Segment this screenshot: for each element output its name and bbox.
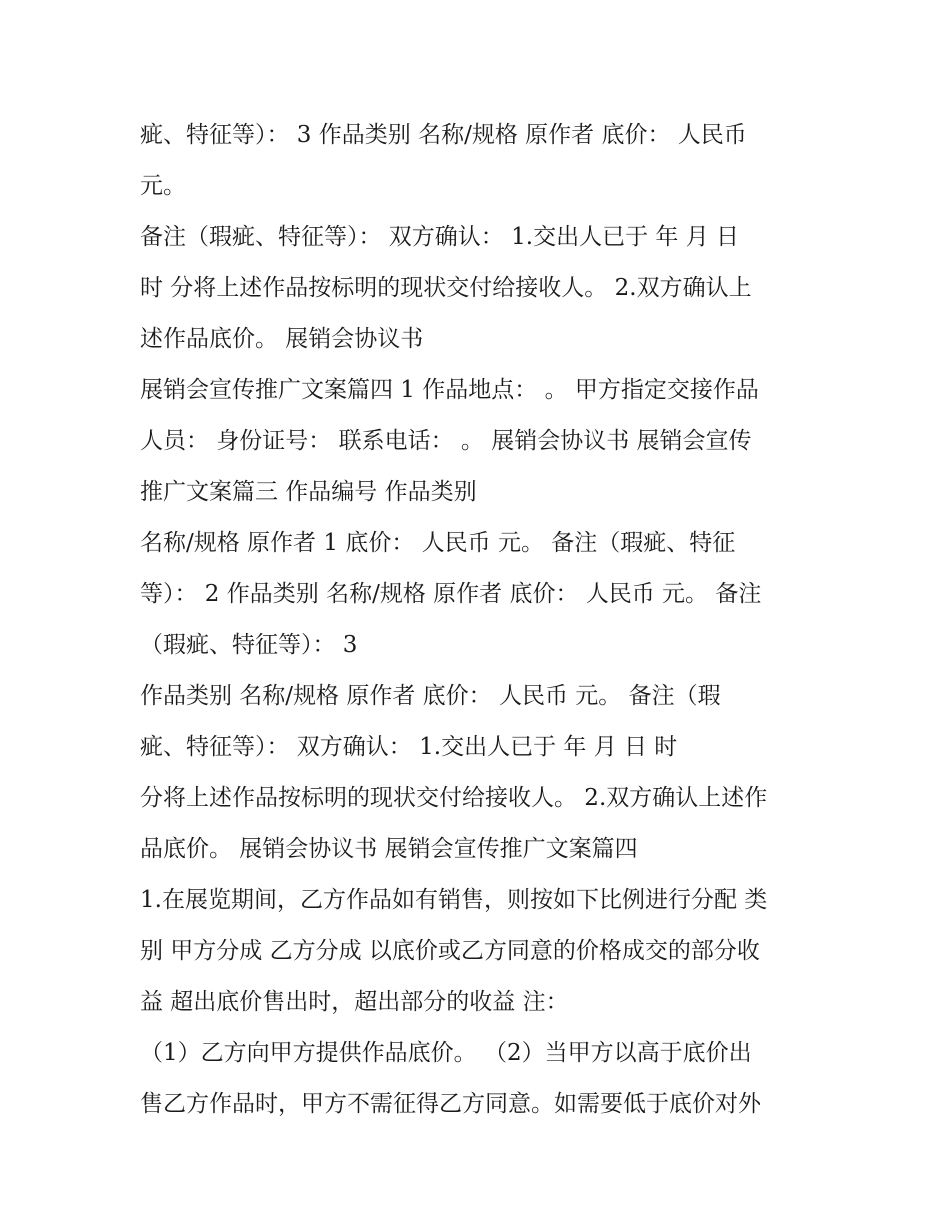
- text-line: 1.在展览期间，乙方作品如有销售，则按如下比例进行分配 类: [140, 887, 768, 913]
- text-line: 人员： 身份证号： 联系电话： 。 展销会协议书 展销会宣传: [140, 428, 752, 454]
- text-line: 名称/规格 原作者 1 底价： 人民币 元。 备注（瑕疵、特征: [140, 530, 736, 556]
- text-line: 品底价。 展销会协议书 展销会宣传推广文案篇四: [140, 836, 638, 862]
- text-line: 等）： 2 作品类别 名称/规格 原作者 底价： 人民币 元。 备注: [140, 581, 762, 607]
- text-line: 疵、特征等）： 3 作品类别 名称/规格 原作者 底价： 人民币: [140, 122, 747, 148]
- text-line: （1）乙方向甲方提供作品底价。 （2）当甲方以高于底价出: [140, 1040, 752, 1066]
- text-line: （瑕疵、特征等）： 3: [140, 632, 358, 658]
- text-line: 述作品底价。 展销会协议书: [140, 326, 424, 352]
- text-line: 售乙方作品时，甲方不需征得乙方同意。如需要低于底价对外: [140, 1091, 761, 1117]
- text-line: 别 甲方分成 乙方分成 以底价或乙方同意的价格成交的部分收: [140, 938, 760, 964]
- text-line: 益 超出底价售出时，超出部分的收益 注：: [140, 989, 569, 1015]
- text-line: 作品类别 名称/规格 原作者 底价： 人民币 元。 备注（瑕: [140, 683, 721, 709]
- text-line: 分将上述作品按标明的现状交付给接收人。 2.双方确认上述作: [140, 785, 768, 811]
- text-line: 展销会宣传推广文案篇四 1 作品地点： 。 甲方指定交接作品: [140, 377, 759, 403]
- text-line: 推广文案篇三 作品编号 作品类别: [140, 479, 477, 505]
- text-line: 备注（瑕疵、特征等）： 双方确认： 1.交出人已于 年 月 日: [140, 224, 739, 250]
- text-line: 元。: [140, 173, 186, 199]
- document-body: [140, 110, 830, 1130]
- text-line: 时 分将上述作品按标明的现状交付给接收人。 2.双方确认上: [140, 275, 752, 301]
- text-line: 疵、特征等）： 双方确认： 1.交出人已于 年 月 日 时: [140, 734, 678, 760]
